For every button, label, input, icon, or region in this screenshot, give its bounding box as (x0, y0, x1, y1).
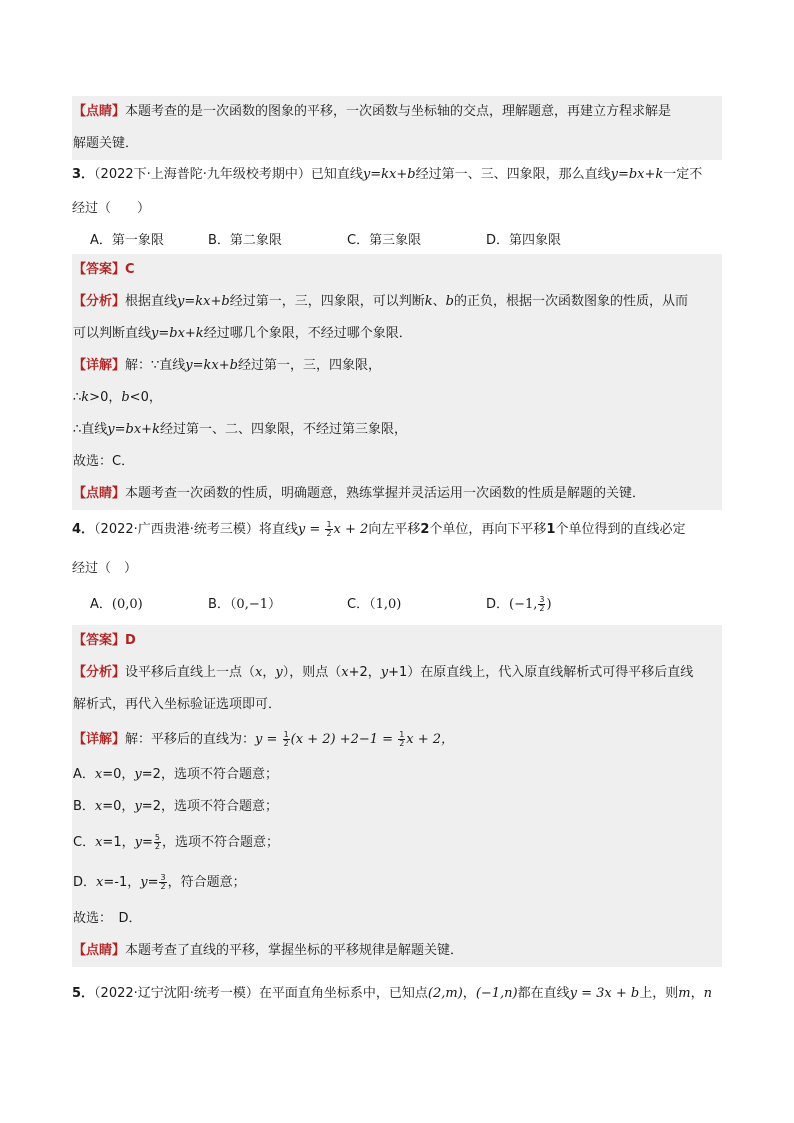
detail-step (72, 791, 722, 823)
option-a: A．第一象限 (90, 233, 164, 248)
detail-text: =0， (102, 799, 135, 814)
detail-text: ∴ (73, 390, 82, 405)
option-label: A． (90, 597, 112, 612)
math-symbol: = (262, 732, 282, 747)
stem-text: 上，则 (639, 986, 679, 1001)
option-value: ) (546, 597, 552, 612)
equation: y=kx+b (177, 294, 230, 309)
dianjing-tag: 【点睛】 (73, 943, 126, 958)
choose-text: 故选：C． (73, 454, 135, 469)
numerator: 1 (326, 520, 332, 529)
detail-text: = (141, 835, 153, 850)
stem-text: 将直线 (258, 522, 298, 537)
dianjing-line (72, 128, 722, 160)
analysis-text: +1）在原直线上，代入原直线解析式可得平移后直线 (388, 665, 694, 680)
step-label: D． (73, 875, 97, 890)
detail-text: >0， (89, 390, 122, 405)
point: (−1,n) (475, 986, 518, 1001)
analysis-text: 经过哪几个象限，不经过哪个象限． (203, 326, 412, 341)
variable: y (297, 522, 306, 537)
detail-line (72, 721, 722, 759)
answer-value: D (125, 633, 136, 648)
detail-step (72, 823, 722, 863)
option-label: B． (208, 597, 230, 612)
dianjing-block-q2 (72, 96, 722, 160)
detail-text: =2，选项不符合题意； (141, 799, 278, 814)
numerator: 1 (283, 730, 289, 739)
equation: (x + 2) +2−1 = (290, 732, 398, 747)
fraction (159, 874, 166, 891)
numerator: 5 (154, 833, 160, 842)
answer-line (72, 254, 722, 286)
option-b (208, 593, 281, 612)
analysis-text: 、 (432, 294, 446, 309)
denominator: 2 (326, 529, 332, 538)
analysis-tag: 【分析】 (73, 665, 126, 680)
question-number: 3． (72, 167, 95, 182)
variable: b (121, 390, 130, 405)
question-3-stem (72, 163, 726, 182)
option-d: D．第四象限 (486, 233, 562, 248)
dianjing-line (72, 96, 722, 128)
analysis-text: ， (262, 665, 276, 680)
option-d (486, 593, 552, 613)
variable: y (134, 767, 142, 782)
variable: n (703, 986, 712, 1001)
option-a (90, 593, 143, 612)
variable: x (96, 875, 104, 890)
fraction (538, 596, 545, 613)
option-value: （1,0) (369, 597, 402, 612)
detail-text: =1， (102, 835, 135, 850)
option-value: (0,0) (111, 597, 143, 612)
choose-line (72, 903, 722, 935)
detail-step (72, 863, 722, 903)
variable: x (94, 799, 103, 814)
stem-text: 个单位，再向下平移 (429, 522, 547, 537)
stem-text: 都在直线 (517, 986, 570, 1001)
question-4-options (90, 593, 710, 617)
equation: y=kx+b (362, 167, 416, 182)
denominator: 2 (539, 604, 545, 613)
question-3-stem-line2 (72, 197, 726, 216)
detail-text: ∴直线 (73, 422, 108, 437)
question-source: （2022·广西贵港·统考三模） (94, 522, 259, 537)
answer-line (72, 625, 722, 657)
detail-text: =-1， (103, 875, 141, 890)
equation: x + 2 (333, 522, 369, 537)
variable: k (424, 294, 433, 309)
analysis-text: 解析式，再代入坐标验证选项即可． (73, 697, 282, 712)
option-label: D． (486, 597, 510, 612)
stem-text: 个单位得到的直线必定 (555, 522, 686, 537)
equation: x + 2， (406, 732, 455, 747)
variable: y (140, 875, 148, 890)
analysis-text: 经过第一，三，四象限，可以判断 (229, 294, 425, 309)
variable: x (95, 835, 103, 850)
stem-text: 已知直线 (310, 167, 363, 182)
question-5-stem (72, 982, 726, 1001)
number: 2 (420, 522, 430, 537)
analysis-text: ），则点（ (282, 665, 342, 680)
step-label: A． (73, 767, 95, 782)
analysis-text: 可以判断直线 (73, 326, 152, 341)
equation: y=kx+b (185, 358, 238, 373)
variable: m (678, 986, 691, 1001)
equation: y=bx+k (610, 167, 664, 182)
fraction (283, 731, 290, 748)
numerator: 1 (399, 730, 405, 739)
fraction (398, 731, 405, 748)
detail-step (72, 414, 722, 446)
option-value: （0,−1） (229, 597, 281, 612)
dianjing-tag: 【点睛】 (73, 486, 126, 501)
denominator: 2 (283, 739, 289, 748)
dianjing-tag: 【点睛】 (73, 104, 126, 119)
detail-text: ，符合题意； (167, 875, 246, 890)
stem-text: 一定不 (663, 167, 703, 182)
dianjing-text: 解题关键． (73, 136, 139, 151)
equation: y=bx+k (151, 326, 204, 341)
stem-text: 经过第一、三、四象限，那么直线 (415, 167, 611, 182)
dianjing-text: 本题考查的是一次函数的图象的平移，一次函数与坐标轴的交点，理解题意，再建立方程求解是 (125, 104, 672, 119)
option-c (347, 593, 401, 612)
solution-block-q4 (72, 625, 722, 967)
dianjing-line (72, 935, 722, 967)
variable: y (134, 835, 142, 850)
answer-tag: 【答案】 (73, 633, 126, 648)
detail-text: 经过第一，三，四象限， (237, 358, 381, 373)
choose-text: 故选： D． (73, 911, 142, 926)
variable: y (275, 665, 283, 680)
analysis-text: 的正负，根据一次函数图象的性质，从而 (453, 294, 688, 309)
detail-text: 解：平移后的直线为： (125, 732, 256, 747)
stem-text: 经过（ ） (72, 561, 138, 576)
analysis-line (72, 689, 722, 721)
equation: y=bx+k (107, 422, 160, 437)
fraction (325, 521, 332, 538)
denominator: 2 (154, 842, 160, 851)
option-value: (−1, (509, 597, 538, 612)
detail-text: 经过第一、二、四象限，不经过第三象限， (159, 422, 407, 437)
detail-text: =0， (102, 767, 135, 782)
detail-tag: 【详解】 (73, 732, 126, 747)
point: (2,m) (427, 986, 463, 1001)
variable: k (81, 390, 90, 405)
detail-text: =2，选项不符合题意； (141, 767, 278, 782)
math-symbol: = (305, 522, 325, 537)
variable: b (445, 294, 454, 309)
dianjing-text: 本题考查一次函数的性质，明确题意，熟练掌握并灵活运用一次函数的性质是解题的关键． (125, 486, 646, 501)
dianjing-text: 本题考查了直线的平移，掌握坐标的平移规律是解题关键． (125, 943, 464, 958)
stem-text: 在平面直角坐标系中，已知点 (258, 986, 428, 1001)
analysis-line (72, 286, 722, 318)
solution-block-q3 (72, 254, 722, 510)
detail-text: ，选项不符合题意； (161, 835, 279, 850)
analysis-tag: 【分析】 (73, 294, 126, 309)
analysis-text: 设平移后直线上一点（ (125, 665, 256, 680)
variable: y (380, 665, 389, 680)
analysis-line (72, 657, 722, 689)
analysis-text: +2， (348, 665, 381, 680)
option-b: B．第二象限 (208, 233, 282, 248)
number: 1 (546, 522, 556, 537)
stem-text: ， (690, 986, 704, 1001)
question-source: （2022·辽宁沈阳·统考一模） (94, 986, 259, 1001)
denominator: 2 (160, 882, 166, 891)
detail-text: = (147, 875, 159, 890)
question-4-stem-line2 (72, 557, 726, 576)
detail-text: 解：∵直线 (125, 358, 186, 373)
numerator: 3 (539, 595, 545, 604)
question-4-stem (72, 518, 726, 538)
question-number: 4． (72, 522, 95, 537)
variable: x (255, 665, 263, 680)
step-label: B． (73, 799, 95, 814)
detail-line (72, 350, 722, 382)
variable: y (134, 799, 142, 814)
answer-value: C (125, 262, 135, 277)
answer-tag: 【答案】 (73, 262, 126, 277)
choose-line (72, 446, 722, 478)
stem-text: ， (462, 986, 476, 1001)
dianjing-line (72, 478, 722, 510)
question-source: （2022下·上海普陀·九年级校考期中） (94, 167, 311, 182)
variable: x (341, 665, 349, 680)
variable: y (255, 732, 263, 747)
detail-step (72, 382, 722, 414)
fraction (154, 834, 161, 851)
detail-text: <0， (129, 390, 162, 405)
question-3-options (90, 229, 710, 253)
stem-text: 经过（ ） (72, 201, 151, 216)
analysis-text: 根据直线 (125, 294, 178, 309)
detail-tag: 【详解】 (73, 358, 126, 373)
detail-step (72, 759, 722, 791)
stem-text: 向左平移 (368, 522, 421, 537)
equation: y = 3x + b (569, 986, 640, 1001)
analysis-line (72, 318, 722, 350)
step-label: C． (73, 835, 96, 850)
numerator: 3 (160, 873, 166, 882)
option-label: C． (347, 597, 370, 612)
variable: x (94, 767, 103, 782)
denominator: 2 (399, 739, 405, 748)
question-number: 5． (72, 986, 95, 1001)
option-c: C．第三象限 (347, 233, 422, 248)
